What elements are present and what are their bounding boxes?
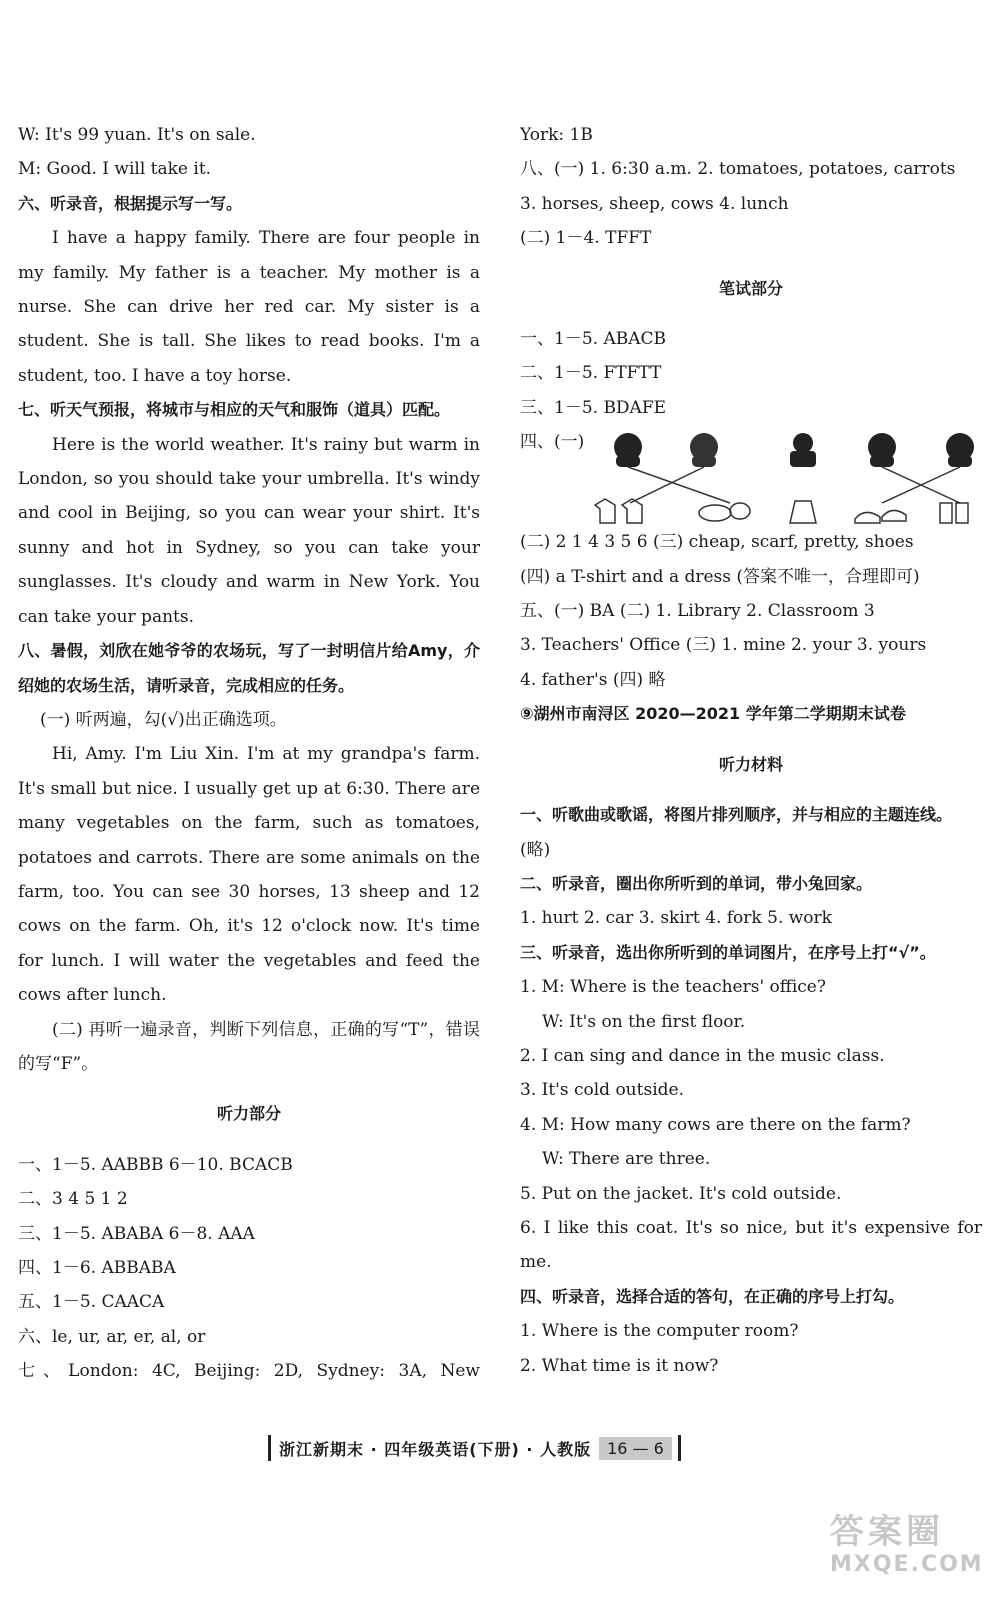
answer-line: (四) a T-shirt and a dress (答案不唯一，合理即可) [520,566,920,587]
script-line: 2. I can sing and dance in the music class. [520,1045,885,1066]
person-icon [690,433,718,467]
answer-line: (略) [520,839,551,860]
answer-line: 二、3 4 5 1 2 [18,1189,128,1210]
pants-icon [940,503,968,523]
footer-title: 浙江新期末 · 四年级英语(下册) · 人教版 [279,1439,592,1459]
answer-line: 六、le, ur, ar, er, al, or [18,1326,206,1347]
section-7-title: 七、听天气预报，将城市与相应的天气和服饰（道具）匹配。 [18,400,451,420]
match-line [628,467,730,503]
section-6-text: I have a happy family. There are four people in my family. My father is a teacher. My mother is a nurse. She can drive her red car. My sister is a student. She is tall. She likes to read books. I'm a student, too. I have a toy horse. [18,228,480,386]
question-title: 一、听歌曲或歌谣，将图片排列顺序，并与相应的主题连线。 [520,805,953,825]
answer-line: 四、1－6. ABBABA [18,1258,176,1278]
dress-icon [790,501,816,523]
script-line: 4. M: How many cows are there on the farm? [520,1114,911,1135]
answer-line: 五、(一) BA (二) 1. Library 2. Classroom 3 [520,601,875,622]
matching-illustration [590,425,980,525]
section-6-title: 六、听录音，根据提示写一写。 [18,193,243,213]
person-icon [868,433,896,467]
written-heading: 笔试部分 [718,278,783,298]
figure-label: 四、(一) [520,432,585,453]
script-line: W: It's on the first floor. [542,1011,746,1032]
answer-line: (二) 1－4. TFFT [520,228,652,249]
script-line: 1. Where is the computer room? [520,1321,799,1342]
watermark-text: 答案圈 [830,1512,944,1552]
dialogue-line: M: Good. I will take it. [18,159,212,180]
right-column [520,118,982,1383]
script-line: 6. I like this coat. It's so nice, but it's expensive for me. [520,1217,982,1273]
script-line: 1. M: Where is the teachers' office? [520,977,826,998]
answer-line: 4. father's (四) 略 [520,669,666,690]
question-title: 四、听录音，选择合适的答句，在正确的序号上打勾。 [520,1286,905,1306]
answer-line: 一、1－5. ABACB [520,329,666,350]
answer-line: (二) 2 1 4 3 5 6 (三) cheap, scarf, pretty, shoes [520,532,914,553]
answer-line: 3. horses, sheep, cows 4. lunch [520,193,789,214]
answer-line: 二、1－5. FTFTT [520,363,662,384]
watermark-logo [830,1512,984,1592]
answer-line: 八、(一) 1. 6:30 a.m. 2. tomatoes, potatoes, carrots [520,159,956,180]
exam-title: ⑨湖州市南浔区 2020—2021 学年第二学期期末试卷 [520,704,906,724]
bag-icon [699,503,750,521]
section-8-title: 八、暑假，刘欣在她爷爷的农场玩，写了一封明信片给Amy，介绍她的农场生活，请听录音，完成相应的任务。 [18,641,480,695]
person-icon [946,433,974,467]
question-title: 三、听录音，选出你所听到的单词图片，在序号上打“√”。 [520,942,936,962]
listening-material-heading: 听力材料 [718,754,783,774]
shirts-icon [595,499,642,523]
answer-line: 1. hurt 2. car 3. skirt 4. fork 5. work [520,908,832,929]
answer-line: 三、1－5. BDAFE [520,397,667,418]
matching-figure [520,425,982,525]
section-8-text: Hi, Amy. I'm Liu Xin. I'm at my grandpa's farm. It's small but nice. I usually get up at 6:30. There are many vegetables on the farm, such as tomatoes, potatoes and carrots. There are some animals on the farm, too. You can see 30 horses, 13 sheep and 12 cows on the farm. Oh, it's 12 o'clock now. It's time for lunch. I will water the vegetables and feed the cows after lunch. [18,744,480,1006]
page-footer [268,1433,681,1463]
footer-bar [678,1435,681,1461]
left-column [18,118,480,1389]
script-line: W: There are three. [542,1149,711,1170]
person-icon [790,433,816,467]
answer-line: 3. Teachers' Office (三) 1. mine 2. your 3. yours [520,635,927,656]
section-7-text: Here is the world weather. It's rainy but warm in London, so you should take your umbrella. It's windy and cool in Beijing, so you can wear your shirt. It's sunny and hot in Sydney, so you can take your sunglasses. It's cloudy and warm in New York. You can take your pants. [18,434,480,627]
section-8-sub2: (二) 再听一遍录音，判断下列信息，正确的写“T”，错误的写“F”。 [18,1019,480,1074]
person-icon [614,433,642,467]
answer-line: 七、London: 4C, Beijing: 2D, Sydney: 3A, New [18,1361,480,1382]
watermark-url: MXQE.COM [830,1552,984,1577]
listening-heading: 听力部分 [216,1104,281,1124]
answer-line: 五、1－5. CAACA [18,1292,165,1313]
dialogue-line: W: It's 99 yuan. It's on sale. [18,125,256,145]
answer-line: 三、1－5. ABABA 6－8. AAA [18,1223,255,1244]
script-line: 2. What time is it now? [520,1355,719,1376]
shoes-icon [855,511,906,524]
script-line: 5. Put on the jacket. It's cold outside. [520,1183,842,1204]
script-line: 3. It's cold outside. [520,1080,684,1101]
answer-line: 一、1－5. AABBB 6－10. BCACB [18,1154,293,1175]
section-8-sub1: (一) 听两遍，勾(√)出正确选项。 [40,709,287,730]
page-number: 16 — 6 [599,1437,672,1460]
answer-line: York: 1B [520,125,593,145]
question-title: 二、听录音，圈出你所听到的单词，带小兔回家。 [520,873,873,893]
